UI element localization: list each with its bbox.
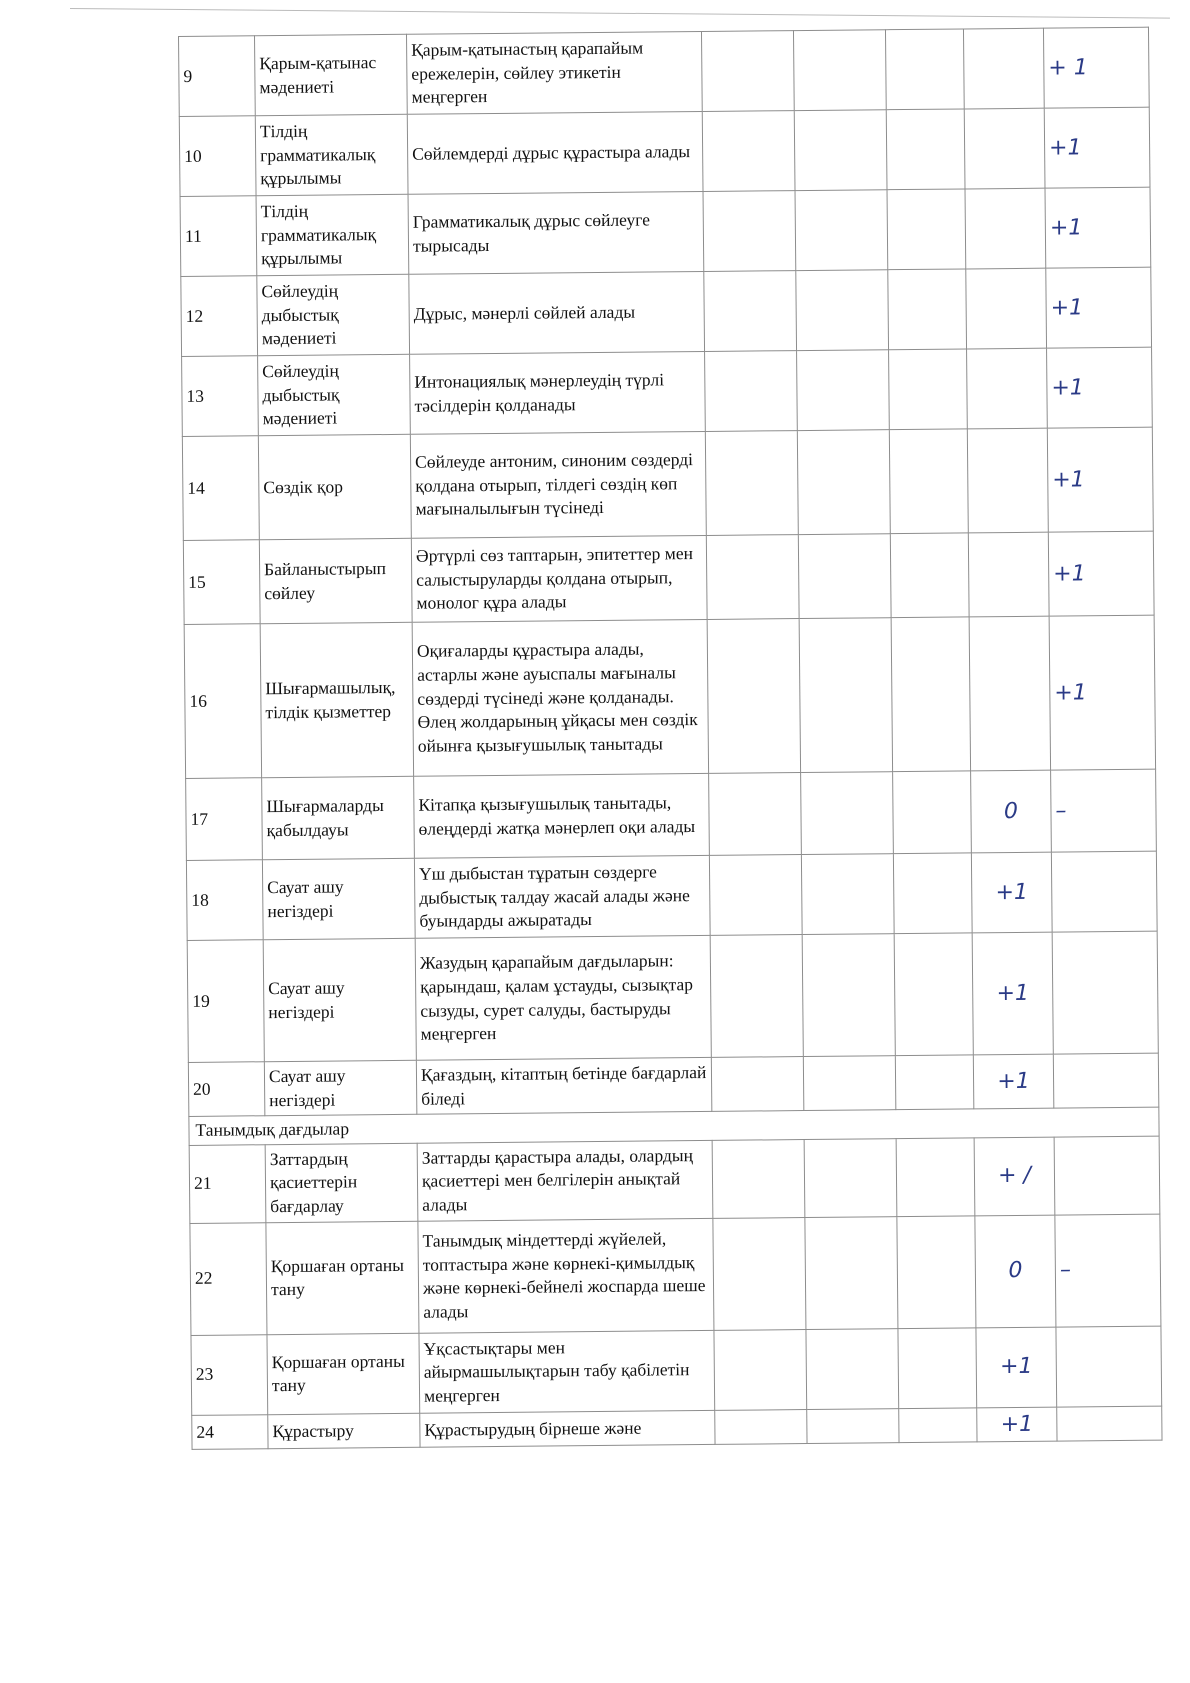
skill-description: Заттарды қарастыра алады, олардың қасиеттері мен белгілерін анықтай алады <box>417 1140 713 1221</box>
skill-topic: Қоршаған ортаны тану <box>266 1221 419 1334</box>
skill-description: Кітапқа қызығушылық танытады, өлеңдерді жатқа мәнерлеп оқи алады <box>414 773 710 858</box>
skill-topic: Сауат ашу негіздері <box>262 858 415 939</box>
skill-topic: Заттардың қасиеттерін бағдарлау <box>265 1143 418 1222</box>
score-result <box>1053 1053 1159 1108</box>
table-row <box>191 1326 1162 1415</box>
table-body <box>179 27 1163 1450</box>
skill-topic: Құрастыру <box>268 1413 420 1449</box>
row-number: 14 <box>182 436 259 541</box>
empty-cell <box>798 534 891 619</box>
score-result: +1 <box>1044 107 1150 188</box>
score-result <box>1057 1406 1162 1442</box>
score-result: +1 <box>1045 187 1151 268</box>
empty-cell <box>899 1408 977 1443</box>
empty-cell <box>711 1057 804 1112</box>
score-mark: +1 <box>971 852 1052 933</box>
empty-cell <box>805 1216 898 1329</box>
empty-cell <box>886 109 965 190</box>
score-mark: + / <box>974 1137 1055 1216</box>
empty-cell <box>802 934 895 1057</box>
empty-cell <box>705 351 798 432</box>
skill-description: Сөйлемдерді дұрыс құрастыра алады <box>407 111 703 194</box>
skill-description: Құрастырудың бірнеше және <box>420 1410 715 1448</box>
score-mark <box>966 268 1047 349</box>
row-number: 24 <box>192 1414 268 1449</box>
row-number: 17 <box>186 778 263 861</box>
skill-topic: Сауат ашу негіздері <box>264 1060 417 1115</box>
skill-topic: Қарым-қатынас мәдениеті <box>255 34 408 115</box>
skill-topic: Сөйлеудің дыбыстық мәдениеті <box>257 274 410 355</box>
empty-cell <box>709 855 802 936</box>
row-number: 12 <box>181 276 258 357</box>
skill-description: Грамматикалық дұрыс сөйлеуге тырысады <box>408 191 704 274</box>
empty-cell <box>891 617 970 772</box>
skill-topic: Сауат ашу негіздері <box>263 938 416 1061</box>
empty-cell <box>888 269 967 350</box>
table-row <box>179 107 1150 196</box>
skill-description: Ұқсастықтары мен айырмашылықтарын табу қабілетін меңгерген <box>419 1330 715 1413</box>
table-row <box>184 615 1155 778</box>
row-number: 18 <box>186 860 263 941</box>
table-row <box>181 267 1152 356</box>
skill-topic: Тілдің грамматикалық құрылымы <box>256 194 409 275</box>
empty-cell <box>703 191 796 272</box>
row-number: 11 <box>180 196 257 277</box>
empty-cell <box>801 854 894 935</box>
row-number: 20 <box>188 1062 265 1117</box>
table-row <box>182 347 1153 436</box>
table-row <box>179 27 1150 116</box>
empty-cell <box>807 1408 899 1444</box>
empty-cell <box>801 772 894 855</box>
score-result: +1 <box>1047 347 1153 428</box>
evaluation-sheet <box>178 27 1162 1451</box>
skill-description: Оқиғаларды құрастыра алады, астарлы және ауыспалы мағыналы сөздерді түсінеді және қолданады. Өлең жолдарының ұйқасы мен сөздік ойынға қызығушылық танытады <box>412 619 708 776</box>
score-mark <box>968 532 1049 617</box>
score-result: – <box>1051 769 1157 852</box>
skill-topic: Тілдің грамматикалық құрылымы <box>255 114 408 195</box>
empty-cell <box>797 350 890 431</box>
score-mark: +1 <box>977 1407 1057 1442</box>
empty-cell <box>704 271 797 352</box>
empty-cell <box>710 935 803 1058</box>
score-result <box>1052 931 1158 1054</box>
score-mark: +1 <box>972 932 1053 1055</box>
skill-description: Танымдық міндеттерді жүйелей, топтастыра және көрнекі-қимылдық және көрнекі-бейнелі жоспарда шеше алады <box>418 1218 714 1333</box>
table-row <box>190 1214 1161 1335</box>
empty-cell <box>701 31 794 112</box>
score-mark: +1 <box>976 1327 1057 1408</box>
score-mark <box>964 108 1045 189</box>
empty-cell <box>709 773 802 856</box>
table-row <box>188 1053 1158 1116</box>
score-result <box>1051 851 1157 932</box>
skill-topic: Қоршаған ортаны тану <box>267 1333 420 1414</box>
table-row <box>186 769 1157 860</box>
empty-cell <box>795 190 888 271</box>
empty-cell <box>887 189 966 270</box>
empty-cell <box>797 430 890 535</box>
empty-cell <box>889 429 968 534</box>
empty-cell <box>803 1056 896 1111</box>
empty-cell <box>796 270 889 351</box>
score-result: +1 <box>1046 267 1152 348</box>
skill-description: Интонациялық мәнерлеудің түрлі тәсілдерін қолданады <box>410 351 706 434</box>
score-result <box>1056 1326 1162 1407</box>
skill-description: Қарым-қатынастың қарапайым ережелерін, сөйлеу этикетін меңгерген <box>406 31 702 114</box>
score-result: + 1 <box>1043 27 1149 108</box>
score-mark <box>963 28 1044 109</box>
skill-description: Сөйлеуде антоним, синоним сөздерді қолдана отырып, тілдегі сөздің көп мағыналылығын түсінеді <box>410 431 706 538</box>
empty-cell <box>799 618 892 773</box>
table-row <box>180 187 1151 276</box>
skill-topic: Байланыстырып сөйлеу <box>259 538 412 623</box>
score-result: – <box>1055 1214 1161 1327</box>
row-number: 16 <box>184 624 261 779</box>
score-mark <box>965 188 1046 269</box>
empty-cell <box>894 933 973 1056</box>
row-number: 9 <box>179 36 256 117</box>
skills-table <box>178 27 1163 1451</box>
row-number: 13 <box>182 356 259 437</box>
scan-edge-line <box>70 8 1170 19</box>
empty-cell <box>893 771 972 854</box>
empty-cell <box>804 1138 897 1217</box>
empty-cell <box>893 853 972 934</box>
score-mark: 0 <box>975 1215 1056 1328</box>
row-number: 10 <box>179 116 256 197</box>
score-result: +1 <box>1048 531 1154 616</box>
empty-cell <box>895 1055 974 1110</box>
skill-topic: Шығармаларды қабылдауы <box>262 776 415 859</box>
empty-cell <box>806 1328 899 1409</box>
score-mark <box>967 428 1048 533</box>
empty-cell <box>889 349 968 430</box>
empty-cell <box>897 1216 976 1329</box>
empty-cell <box>890 533 969 618</box>
score-mark <box>967 348 1048 429</box>
skill-description: Әртүрлі сөз таптарын, эпитеттер мен салыстыруларды қолдана отырып, монолог құра алады <box>411 535 707 622</box>
row-number: 22 <box>190 1222 267 1335</box>
skill-topic: Шығармашылық, тілдік қызметтер <box>260 622 413 777</box>
empty-cell <box>712 1139 805 1218</box>
skill-topic: Сөздік қор <box>258 434 411 539</box>
empty-cell <box>793 30 886 111</box>
score-result: +1 <box>1049 615 1155 770</box>
empty-cell <box>898 1328 977 1409</box>
empty-cell <box>707 619 800 774</box>
table-row <box>189 1136 1160 1223</box>
skill-description: Жазудың қарапайым дағдыларын: қарындаш, қалам ұстауды, сызықтар сызуды, сурет салуды, бастыруды меңгерген <box>415 935 711 1060</box>
table-row <box>186 851 1157 940</box>
table-row <box>183 531 1154 624</box>
empty-cell <box>896 1138 975 1217</box>
score-mark <box>969 616 1050 771</box>
skill-description: Қағаздың, кітаптың бетінде бағдарлай біледі <box>416 1057 712 1114</box>
row-number: 23 <box>191 1334 268 1415</box>
empty-cell <box>714 1329 807 1410</box>
empty-cell <box>705 431 798 536</box>
section-label: Танымдық дағдылар <box>189 1107 1159 1145</box>
score-result: +1 <box>1047 427 1153 532</box>
row-number: 15 <box>183 540 260 625</box>
score-result <box>1054 1136 1160 1215</box>
empty-cell <box>885 29 964 110</box>
score-mark: 0 <box>971 770 1052 853</box>
empty-cell <box>713 1217 806 1330</box>
skill-topic: Сөйлеудің дыбыстық мәдениеті <box>258 354 411 435</box>
table-row <box>182 427 1153 540</box>
empty-cell <box>794 110 887 191</box>
skill-description: Дұрыс, мәнерлі сөйлей алады <box>409 271 705 354</box>
row-number: 21 <box>189 1144 266 1223</box>
empty-cell <box>715 1409 807 1445</box>
empty-cell <box>706 535 799 620</box>
score-mark: +1 <box>973 1054 1054 1109</box>
table-row <box>187 931 1158 1062</box>
empty-cell <box>702 111 795 192</box>
skill-description: Үш дыбыстан тұратын сөздерге дыбыстық талдау жасай алады және буындарды ажыратады <box>414 855 710 938</box>
row-number: 19 <box>187 940 264 1063</box>
